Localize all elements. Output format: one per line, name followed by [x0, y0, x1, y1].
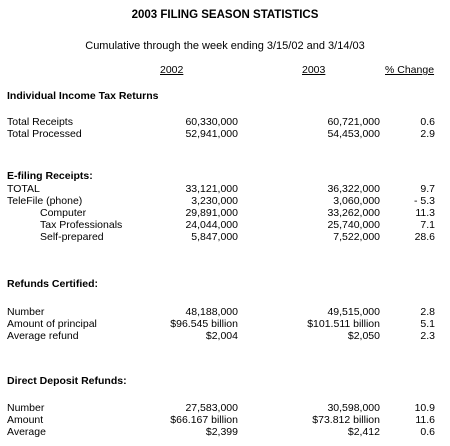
value-2002: 48,188,000 — [185, 306, 238, 318]
page-subtitle: Cumulative through the week ending 3/15/02 and 3/14/03 — [85, 40, 365, 52]
value-2003: $2,050 — [347, 330, 380, 342]
value-2003: 7,522,000 — [333, 231, 380, 243]
value-2003: 3,060,000 — [333, 195, 380, 207]
value-2003: 54,453,000 — [327, 128, 380, 140]
value-2003: 30,598,000 — [327, 402, 380, 414]
value-2002: 3,230,000 — [191, 195, 238, 207]
value-2002: 60,330,000 — [185, 116, 238, 128]
value-change: 0.6 — [420, 426, 435, 438]
value-change: 0.6 — [420, 116, 435, 128]
value-2002: 5,847,000 — [191, 231, 238, 243]
value-2002: $2,399 — [205, 426, 238, 438]
row-label: Computer — [40, 207, 87, 219]
value-2003: $73.812 billion — [312, 414, 380, 426]
value-2003: $101.511 billion — [307, 318, 380, 330]
row-label: Amount of principal — [7, 318, 97, 330]
column-header-2002: 2002 — [160, 64, 184, 76]
value-change: 7.1 — [420, 219, 435, 231]
value-change: 5.1 — [420, 318, 435, 330]
value-2003: 25,740,000 — [327, 219, 380, 231]
row-label: Total Receipts — [7, 116, 73, 128]
section-heading: Refunds Certified: — [7, 278, 99, 290]
value-change: 2.9 — [420, 128, 435, 140]
row-label: TOTAL — [7, 183, 40, 195]
row-label: Average refund — [7, 330, 79, 342]
value-2002: 52,941,000 — [185, 128, 238, 140]
column-header-2003: 2003 — [302, 64, 326, 76]
page-title: 2003 FILING SEASON STATISTICS — [131, 9, 319, 21]
value-2003: 36,322,000 — [327, 183, 380, 195]
value-2002: 29,891,000 — [185, 207, 238, 219]
section-heading: Individual Income Tax Returns — [7, 90, 159, 102]
value-change: - 5.3 — [413, 195, 435, 207]
value-2003: 60,721,000 — [327, 116, 380, 128]
value-change: 11.3 — [415, 207, 435, 219]
row-label: TeleFile (phone) — [7, 195, 83, 207]
row-label: Tax Professionals — [40, 219, 123, 231]
row-label: Self-prepared — [40, 231, 104, 243]
row-label: Amount — [7, 414, 44, 426]
value-2003: 33,262,000 — [327, 207, 380, 219]
value-2002: $2,004 — [205, 330, 238, 342]
value-change: 10.9 — [414, 402, 435, 414]
row-label: Total Processed — [7, 128, 82, 140]
value-2003: $2,412 — [347, 426, 380, 438]
value-2002: 33,121,000 — [185, 183, 238, 195]
row-label: Number — [7, 306, 45, 318]
value-2002: $96.545 billion — [170, 318, 238, 330]
value-change: 9.7 — [420, 183, 435, 195]
section-heading: Direct Deposit Refunds: — [7, 375, 127, 387]
column-header-change: % Change — [385, 64, 435, 76]
value-2002: 24,044,000 — [185, 219, 238, 231]
value-2002: $66.167 billion — [170, 414, 238, 426]
value-change: 11.6 — [415, 414, 435, 426]
row-label: Average — [7, 426, 46, 438]
value-change: 2.8 — [420, 306, 435, 318]
value-change: 28.6 — [414, 231, 435, 243]
row-label: Number — [7, 402, 45, 414]
value-change: 2.3 — [420, 330, 435, 342]
value-2003: 49,515,000 — [327, 306, 380, 318]
value-2002: 27,583,000 — [185, 402, 238, 414]
section-heading: E-filing Receipts: — [7, 170, 93, 182]
